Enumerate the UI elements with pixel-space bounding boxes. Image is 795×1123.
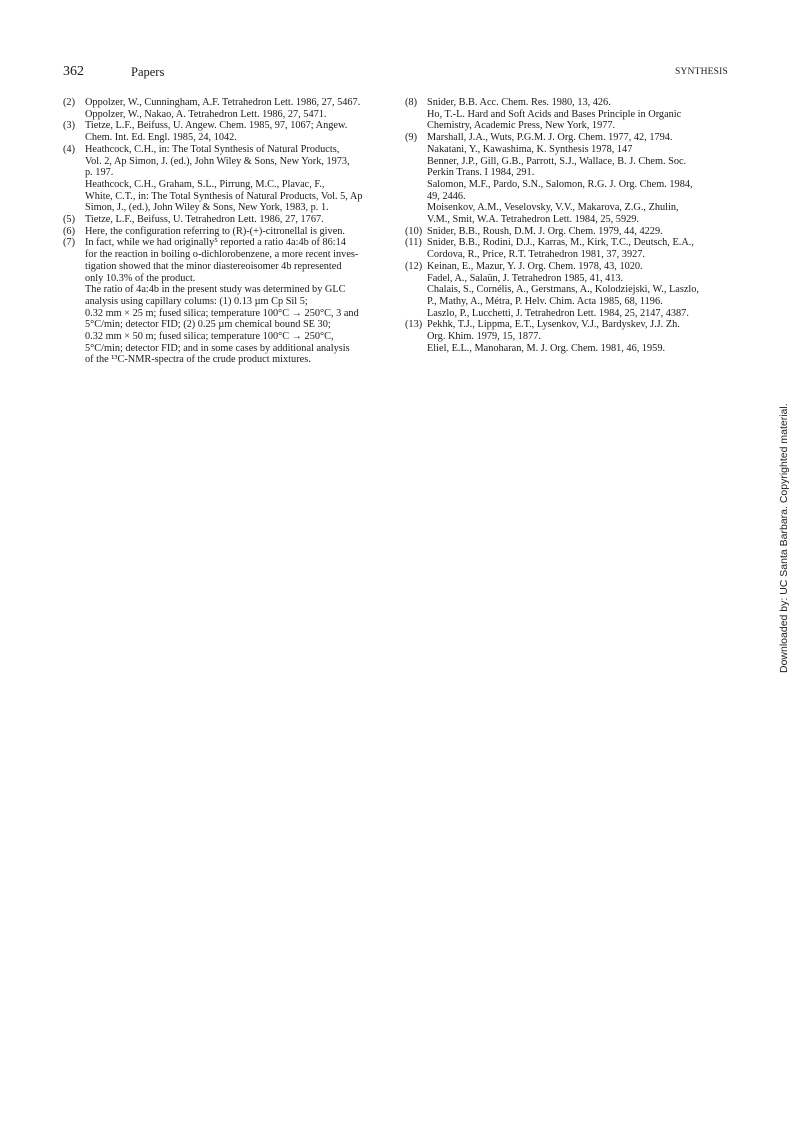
watermark-text: Downloaded by: UC Santa Barbara. Copyrighted material. (778, 403, 790, 673)
reference-line: only 10.3% of the product. (85, 272, 196, 284)
page-number: 362 (63, 64, 84, 79)
reference-entry (405, 237, 727, 260)
reference-number: (10) (405, 225, 423, 237)
reference-entry (405, 226, 727, 238)
reference-entry (405, 319, 727, 354)
reference-line: Org. Khim. 1979, 15, 1877. (427, 331, 541, 343)
reference-line: Fadel, A., Salaün, J. Tetrahedron 1985, 41, 413. (427, 272, 624, 284)
reference-line: Heathcock, C.H., Graham, S.L., Pirrung, M.C., Plavac, F., (85, 178, 325, 190)
reference-line: Oppolzer, W., Nakao, A. Tetrahedron Lett. 1986, 27, 5471. (85, 108, 327, 120)
reference-line: Eliel, E.L., Manoharan, M. J. Org. Chem. 1981, 46, 1959. (427, 342, 666, 354)
journal-name: SYNTHESIS (674, 67, 728, 77)
reference-line: Ho, T.-L. Hard and Soft Acids and Bases Principle in Organic (427, 108, 682, 120)
reference-number: (2) (63, 97, 76, 108)
reference-line: tigation showed that the minor diastereoisomer 4b represented (85, 260, 342, 272)
reference-entry (63, 120, 385, 143)
reference-line: for the reaction in boiling o-dichlorobenzene, a more recent inves- (85, 249, 359, 261)
reference-line: Here, the configuration referring to (R)-(+)-citronellal is given. (85, 225, 345, 237)
reference-line: Pekhk, T.J., Lippma, E.T., Lysenkov, V.J., Bardyskev, J.J. Zh. (427, 319, 680, 331)
reference-line: Heathcock, C.H., in: The Total Synthesis of Natural Products, (85, 143, 340, 155)
reference-line: Chemistry, Academic Press, New York, 1977. (427, 120, 616, 132)
reference-line: V.M., Smit, W.A. Tetrahedron Lett. 1984, 25, 5929. (427, 214, 639, 226)
reference-entry (405, 97, 727, 132)
reference-number: (5) (63, 214, 76, 226)
section-title: Papers (131, 65, 165, 79)
reference-line: Keinan, E., Mazur, Y. J. Org. Chem. 1978, 43, 1020. (427, 260, 643, 272)
reference-line: Salomon, M.F., Pardo, S.N., Salomon, R.G. J. Org. Chem. 1984, (427, 178, 693, 190)
reference-number: (4) (63, 143, 76, 155)
reference-line: of the ¹³C-NMR-spectra of the crude product mixtures. (85, 354, 311, 366)
reference-line: Snider, B.B., Rodini, D.J., Karras, M., Kirk, T.C., Deutsch, E.A., (427, 237, 694, 249)
reference-entry (405, 261, 727, 320)
reference-line: Perkin Trans. I 1984, 291. (427, 167, 535, 179)
reference-line: Moisenkov, A.M., Veselovsky, V.V., Makarova, Z.G., Zhulin, (427, 202, 679, 214)
reference-line: Vol. 2, Ap Simon, J. (ed.), John Wiley & Sons, New York, 1973, (85, 155, 350, 167)
reference-line: Nakatani, Y., Kawashima, K. Synthesis 1978, 147 (427, 143, 633, 155)
reference-line: In fact, while we had originally⁵ reported a ratio 4a:4b of 86:14 (85, 237, 346, 249)
reference-line: Tietze, L.F., Beifuss, U. Tetrahedron Lett. 1986, 27, 1767. (85, 214, 324, 226)
reference-line: P., Mathy, A., Métra, P. Helv. Chim. Acta 1985, 68, 1196. (427, 295, 663, 307)
reference-line: analysis using capillary colums: (1) 0.13 µm Cp Sil 5; (85, 295, 308, 307)
reference-line: Tietze, L.F., Beifuss, U. Angew. Chem. 1985, 97, 1067; Angew. (85, 120, 348, 132)
references-right-column (405, 97, 727, 354)
reference-line: Cordova, R., Price, R.T. Tetrahedron 1981, 37, 3927. (427, 249, 645, 261)
reference-number: (3) (63, 120, 76, 132)
reference-line: The ratio of 4a:4b in the present study was determined by GLC (85, 284, 346, 296)
reference-line: 0.32 mm × 25 m; fused silica; temperature 100°C → 250°C, 3 and (85, 307, 359, 319)
reference-line: Benner, J.P., Gill, G.B., Parrott, S.J., Wallace, B. J. Chem. Soc. (427, 155, 687, 167)
page-header (63, 64, 728, 80)
reference-line: Snider, B.B. Acc. Chem. Res. 1980, 13, 426. (427, 97, 611, 108)
reference-number: (11) (405, 237, 422, 249)
reference-number: (12) (405, 260, 423, 272)
reference-line: Snider, B.B., Roush, D.M. J. Org. Chem. 1979, 44, 4229. (427, 225, 663, 237)
reference-number: (13) (405, 319, 423, 331)
references-left-column (63, 97, 385, 366)
reference-line: Simon, J., (ed.), John Wiley & Sons, New York, 1983, p. 1. (85, 202, 329, 214)
reference-number: (6) (63, 225, 76, 237)
reference-number: (7) (63, 237, 76, 249)
reference-entry (63, 237, 385, 366)
reference-line: Oppolzer, W., Cunningham, A.F. Tetrahedron Lett. 1986, 27, 5467. (85, 97, 361, 108)
reference-number: (9) (405, 132, 418, 144)
reference-line: 5°C/min; detector FID; and in some cases by additional analysis (85, 342, 350, 354)
reference-entry (63, 214, 385, 226)
reference-entry (63, 97, 385, 120)
reference-number: (8) (405, 97, 418, 108)
reference-line: White, C.T., in: The Total Synthesis of Natural Products, Vol. 5, Ap (85, 190, 363, 202)
reference-line: Chem. Int. Ed. Engl. 1985, 24, 1042. (85, 132, 237, 144)
reference-line: 49, 2446. (427, 190, 466, 202)
reference-entry (405, 132, 727, 226)
reference-line: Laszlo, P., Lucchetti, J. Tetrahedron Lett. 1984, 25, 2147, 4387. (427, 307, 689, 319)
reference-line: Marshall, J.A., Wuts, P.G.M. J. Org. Chem. 1977, 42, 1794. (427, 132, 673, 144)
reference-line: 5°C/min; detector FID; (2) 0.25 µm chemical bound SE 30; (85, 319, 331, 331)
download-watermark (776, 403, 790, 673)
reference-entry (63, 144, 385, 214)
reference-line: p. 197. (85, 167, 114, 179)
reference-line: Chalais, S., Cornélis, A., Gerstmans, A., Kolodziejski, W., Laszlo, (427, 284, 699, 296)
reference-entry (63, 226, 385, 238)
reference-line: 0.32 mm × 50 m; fused silica; temperature 100°C → 250°C, (85, 331, 334, 343)
